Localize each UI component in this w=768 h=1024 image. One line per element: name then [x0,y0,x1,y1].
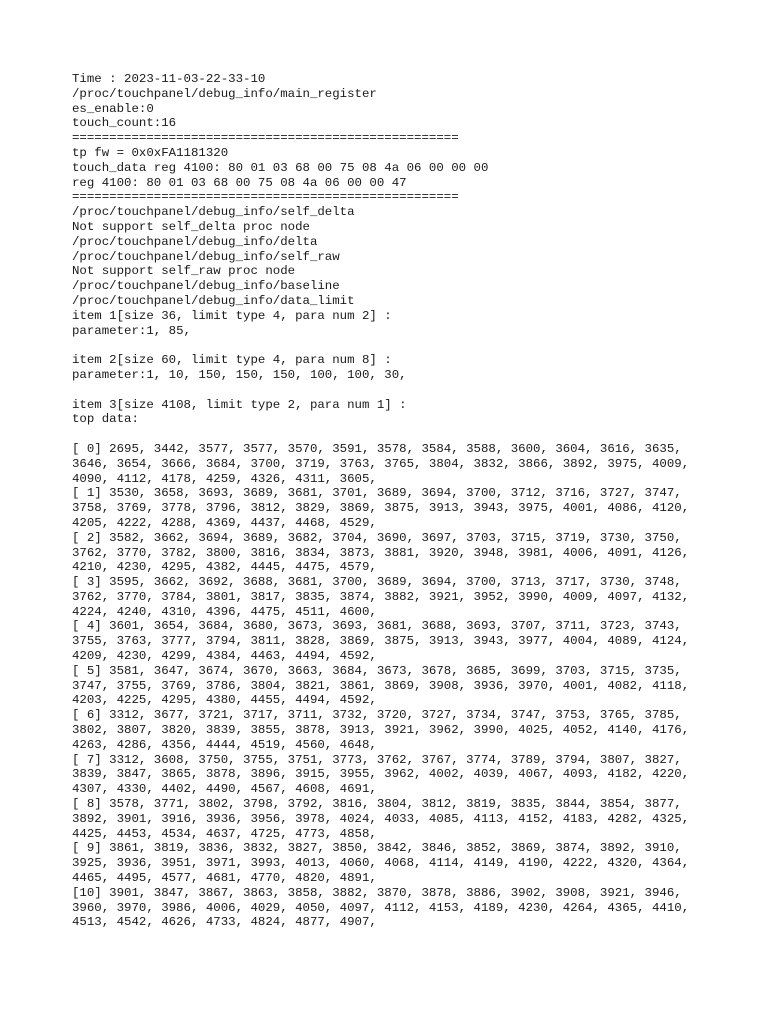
data-row-3-cont: 4224, 4240, 4310, 4396, 4475, 4511, 4600, [72,604,377,619]
item-3-header: item 3[size 4108, limit type 2, para num 1] : [72,397,407,412]
data-row-1-cont: 4205, 4222, 4288, 4369, 4437, 4468, 4529, [72,515,377,530]
log-document [72,72,762,930]
main-register-path: /proc/touchpanel/debug_info/main_register [72,86,377,101]
data-row-5: [ 5] 3581, 3647, 3674, 3670, 3663, 3684, 3673, 3678, 3685, 3699, 3703, 3715, 3735, [72,663,682,678]
blank-line [72,383,762,398]
es-enable-line: es_enable:0 [72,101,154,116]
data-row-8-cont: 3892, 3901, 3916, 3936, 3956, 3978, 4024, 4033, 4085, 4113, 4152, 4183, 4282, 4325, [72,811,690,826]
data-row-10-cont: 4513, 4542, 4626, 4733, 4824, 4877, 4907, [72,915,377,930]
data-row-6-cont: 3802, 3807, 3820, 3839, 3855, 3878, 3913, 3921, 3962, 3990, 4025, 4052, 4140, 4176, [72,723,690,738]
reg-line: reg 4100: 80 01 03 68 00 75 08 4a 06 00 00 47 [72,175,407,190]
data-row-7-cont: 3839, 3847, 3865, 3878, 3896, 3915, 3955, 3962, 4002, 4039, 4067, 4093, 4182, 4220, [72,767,690,782]
data-row-10: [10] 3901, 3847, 3867, 3863, 3858, 3882, 3870, 3878, 3886, 3902, 3908, 3921, 3946, [72,885,682,900]
data-row-5-cont: 4203, 4225, 4295, 4380, 4455, 4494, 4592, [72,693,377,708]
blank-line [72,427,762,442]
data-row-2-cont: 3762, 3770, 3782, 3800, 3816, 3834, 3873, 3881, 3920, 3948, 3981, 4006, 4091, 4126, [72,545,690,560]
self-raw-path: /proc/touchpanel/debug_info/self_raw [72,249,340,264]
delta-path: /proc/touchpanel/debug_info/delta [72,234,318,249]
data-row-7-cont: 4307, 4330, 4402, 4490, 4567, 4608, 4691, [72,782,377,797]
self-delta-note: Not support self_delta proc node [72,219,310,234]
data-row-4: [ 4] 3601, 3654, 3684, 3680, 3673, 3693, 3681, 3688, 3693, 3707, 3711, 3723, 3743, [72,619,682,634]
data-row-0-cont: 4090, 4112, 4178, 4259, 4326, 4311, 3605, [72,471,377,486]
data-row-7: [ 7] 3312, 3608, 3750, 3755, 3751, 3773, 3762, 3767, 3774, 3789, 3794, 3807, 3827, [72,752,682,767]
data-row-9: [ 9] 3861, 3819, 3836, 3832, 3827, 3850, 3842, 3846, 3852, 3869, 3874, 3892, 3910, [72,841,682,856]
data-row-1: [ 1] 3530, 3658, 3693, 3689, 3681, 3701, 3689, 3694, 3700, 3712, 3716, 3727, 3747, [72,486,682,501]
data-row-9-cont: 3925, 3936, 3951, 3971, 3993, 4013, 4060, 4068, 4114, 4149, 4190, 4222, 4320, 4364, [72,856,690,871]
data-row-4-cont: 4209, 4230, 4299, 4384, 4463, 4494, 4592, [72,649,377,664]
data-row-1-cont: 3758, 3769, 3778, 3796, 3812, 3829, 3869, 3875, 3913, 3943, 3975, 4001, 4086, 4120, [72,501,690,516]
item-1-header: item 1[size 36, limit type 4, para num 2] : [72,308,392,323]
data-row-9-cont: 4465, 4495, 4577, 4681, 4770, 4820, 4891, [72,871,377,886]
data-row-8-cont: 4425, 4453, 4534, 4637, 4725, 4773, 4858, [72,826,377,841]
data-row-2: [ 2] 3582, 3662, 3694, 3689, 3682, 3704, 3690, 3697, 3703, 3715, 3719, 3730, 3750, [72,530,682,545]
blank-line [72,338,762,353]
data-row-3: [ 3] 3595, 3662, 3692, 3688, 3681, 3700, 3689, 3694, 3700, 3713, 3717, 3730, 3748, [72,575,682,590]
touch-data-reg-line: touch_data reg 4100: 80 01 03 68 00 75 08 4a 06 00 00 00 [72,160,489,175]
data-row-4-cont: 3755, 3763, 3777, 3794, 3811, 3828, 3869, 3875, 3913, 3943, 3977, 4004, 4089, 4124, [72,634,690,649]
timestamp-line: Time : 2023-11-03-22-33-10 [72,72,266,86]
baseline-path: /proc/touchpanel/debug_info/baseline [72,279,340,294]
data-row-0-cont: 3646, 3654, 3666, 3684, 3700, 3719, 3763, 3765, 3804, 3832, 3866, 3892, 3975, 4009, [72,456,690,471]
data-row-3-cont: 3762, 3770, 3784, 3801, 3817, 3835, 3874, 3882, 3921, 3952, 3990, 4009, 4097, 4132, [72,589,690,604]
item-2-header: item 2[size 60, limit type 4, para num 8] : [72,353,392,368]
self-delta-path: /proc/touchpanel/debug_info/self_delta [72,205,355,220]
data-row-0: [ 0] 2695, 3442, 3577, 3577, 3570, 3591, 3578, 3584, 3588, 3600, 3604, 3616, 3635, [72,441,682,456]
data-row-8: [ 8] 3578, 3771, 3802, 3798, 3792, 3816, 3804, 3812, 3819, 3835, 3844, 3854, 3877, [72,797,682,812]
item-1-parameter: parameter:1, 85, [72,323,191,338]
separator-line: ==================================================== [72,131,459,146]
touch-count-line: touch_count:16 [72,116,177,131]
data-row-5-cont: 3747, 3755, 3769, 3786, 3804, 3821, 3861, 3869, 3908, 3936, 3970, 4001, 4082, 4118, [72,678,690,693]
data-row-10-cont: 3960, 3970, 3986, 4006, 4029, 4050, 4097, 4112, 4153, 4189, 4230, 4264, 4365, 4410, [72,900,690,915]
data-limit-path: /proc/touchpanel/debug_info/data_limit [72,293,355,308]
top-data-label: top data: [72,412,139,427]
firmware-line: tp fw = 0x0xFA1181320 [72,145,229,160]
self-raw-note: Not support self_raw proc node [72,264,296,279]
data-row-6-cont: 4263, 4286, 4356, 4444, 4519, 4560, 4648, [72,737,377,752]
separator-line: ==================================================== [72,190,459,205]
item-2-parameter: parameter:1, 10, 150, 150, 150, 100, 100, 30, [72,367,407,382]
data-row-2-cont: 4210, 4230, 4295, 4382, 4445, 4475, 4579, [72,560,377,575]
data-row-6: [ 6] 3312, 3677, 3721, 3717, 3711, 3732, 3720, 3727, 3734, 3747, 3753, 3765, 3785, [72,708,682,723]
